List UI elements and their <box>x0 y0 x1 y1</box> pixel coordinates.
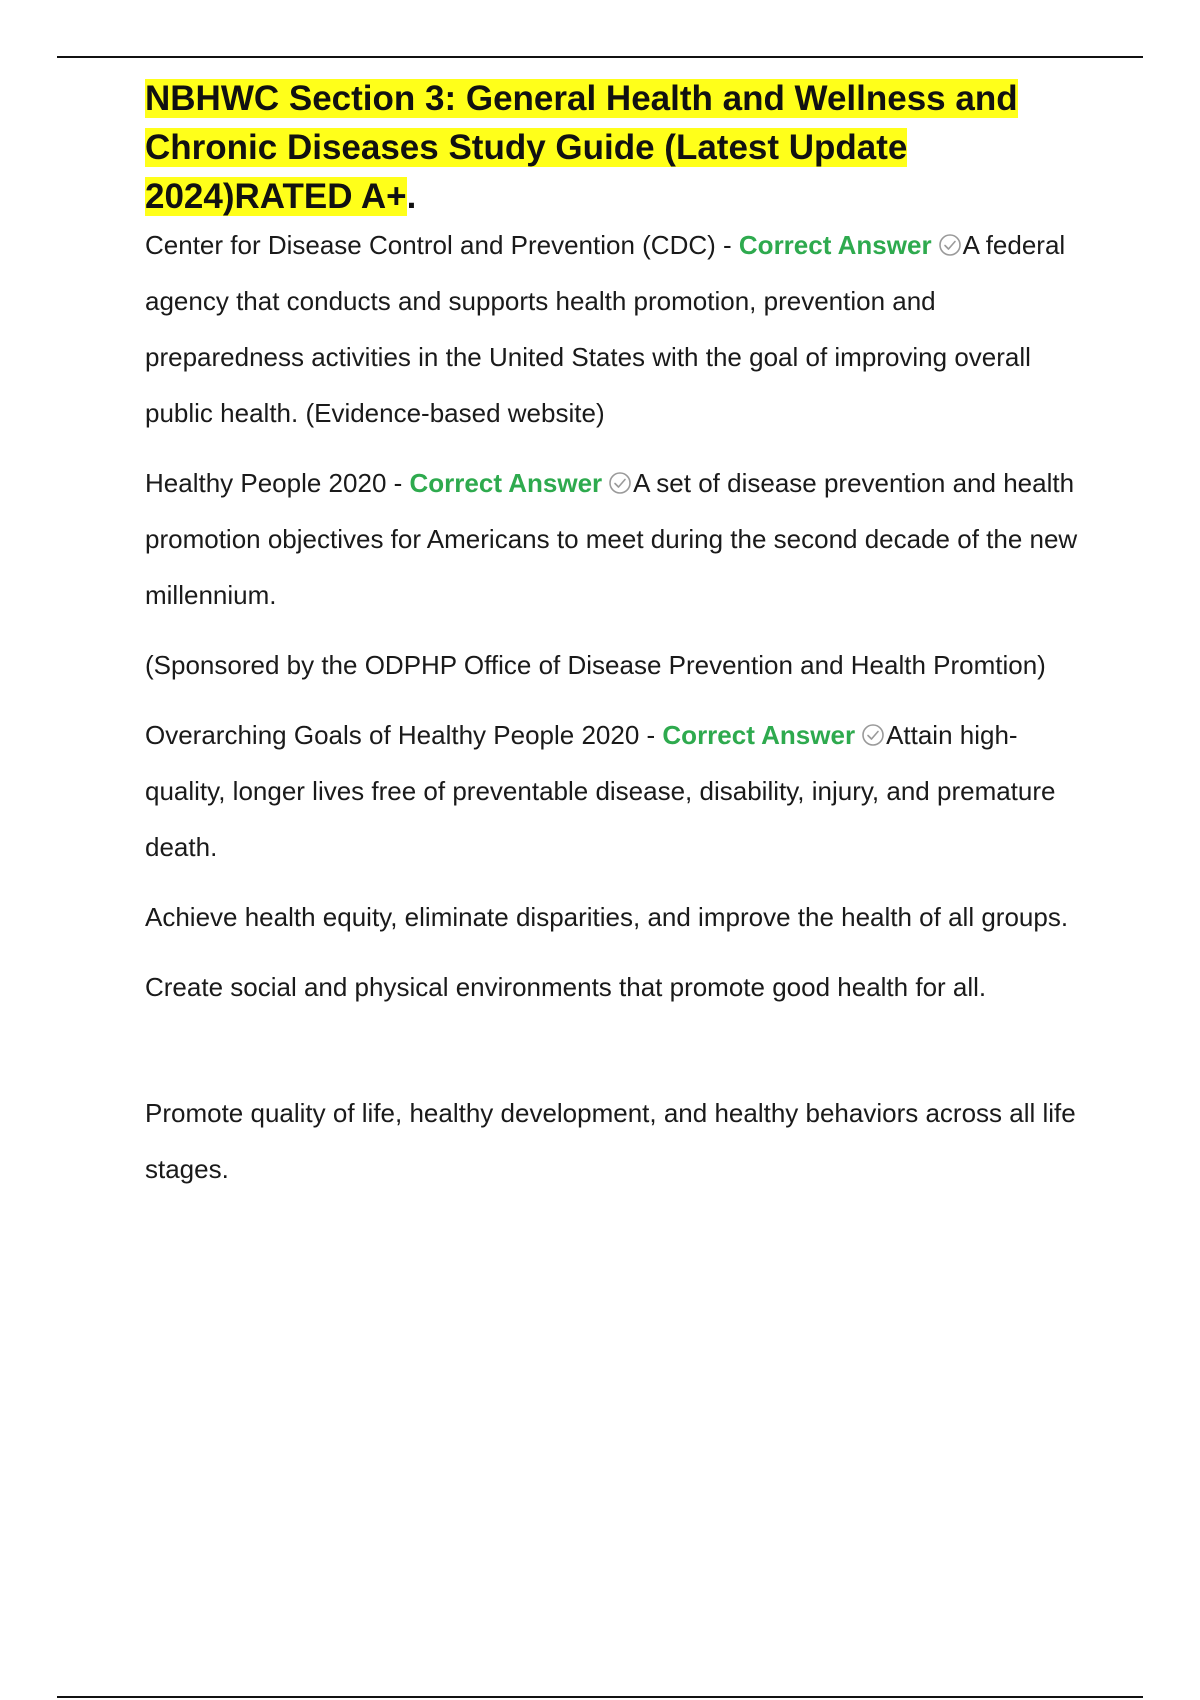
qa-answer: Attain high-quality, longer lives free of preventable disease, disability, injury, and premature death. <box>145 720 1056 862</box>
check-circle-icon <box>861 723 885 747</box>
check-circle-icon <box>938 233 962 257</box>
qa-answer: A set of disease prevention and health promotion objectives for Americans to meet during the second decade of the new millennium. <box>145 468 1078 610</box>
title-highlight: NBHWC Section 3: General Health and Wellness and Chronic Diseases Study Guide (Latest Update 2024)RATED A+ <box>145 79 1018 216</box>
qa-entry-healthy-people <box>145 455 1095 623</box>
document-body <box>145 74 1095 1197</box>
title-period: . <box>406 177 417 216</box>
correct-answer-label: Correct Answer <box>738 230 932 260</box>
check-circle-icon <box>608 471 632 495</box>
qa-entry-overarching-goals <box>145 707 1095 875</box>
qa-term: Center for Disease Control and Prevention (CDC) - <box>145 230 739 260</box>
qa-term: Healthy People 2020 - <box>145 468 410 498</box>
qa-entry-cdc <box>145 217 1095 441</box>
correct-answer-label: Correct Answer <box>662 720 856 750</box>
document-title <box>145 74 1045 221</box>
goal-paragraph-equity: Achieve health equity, eliminate disparities, and improve the health of all groups. <box>145 902 1069 932</box>
goal-paragraph-environments: Create social and physical environments that promote good health for all. <box>145 972 987 1002</box>
goal-paragraph-quality-of-life: Promote quality of life, healthy development, and healthy behaviors across all life stages. <box>145 1098 1076 1184</box>
top-rule <box>57 56 1143 58</box>
bottom-rule <box>57 1696 1143 1698</box>
qa-term: Overarching Goals of Healthy People 2020 - <box>145 720 663 750</box>
sponsor-paragraph: (Sponsored by the ODPHP Office of Disease Prevention and Health Promtion) <box>145 650 1046 680</box>
correct-answer-label: Correct Answer <box>409 468 603 498</box>
qa-answer: A federal agency that conducts and supports health promotion, prevention and preparedness activities in the United States with the goal of improving overall public health. (Evidence-based website) <box>145 230 1066 428</box>
